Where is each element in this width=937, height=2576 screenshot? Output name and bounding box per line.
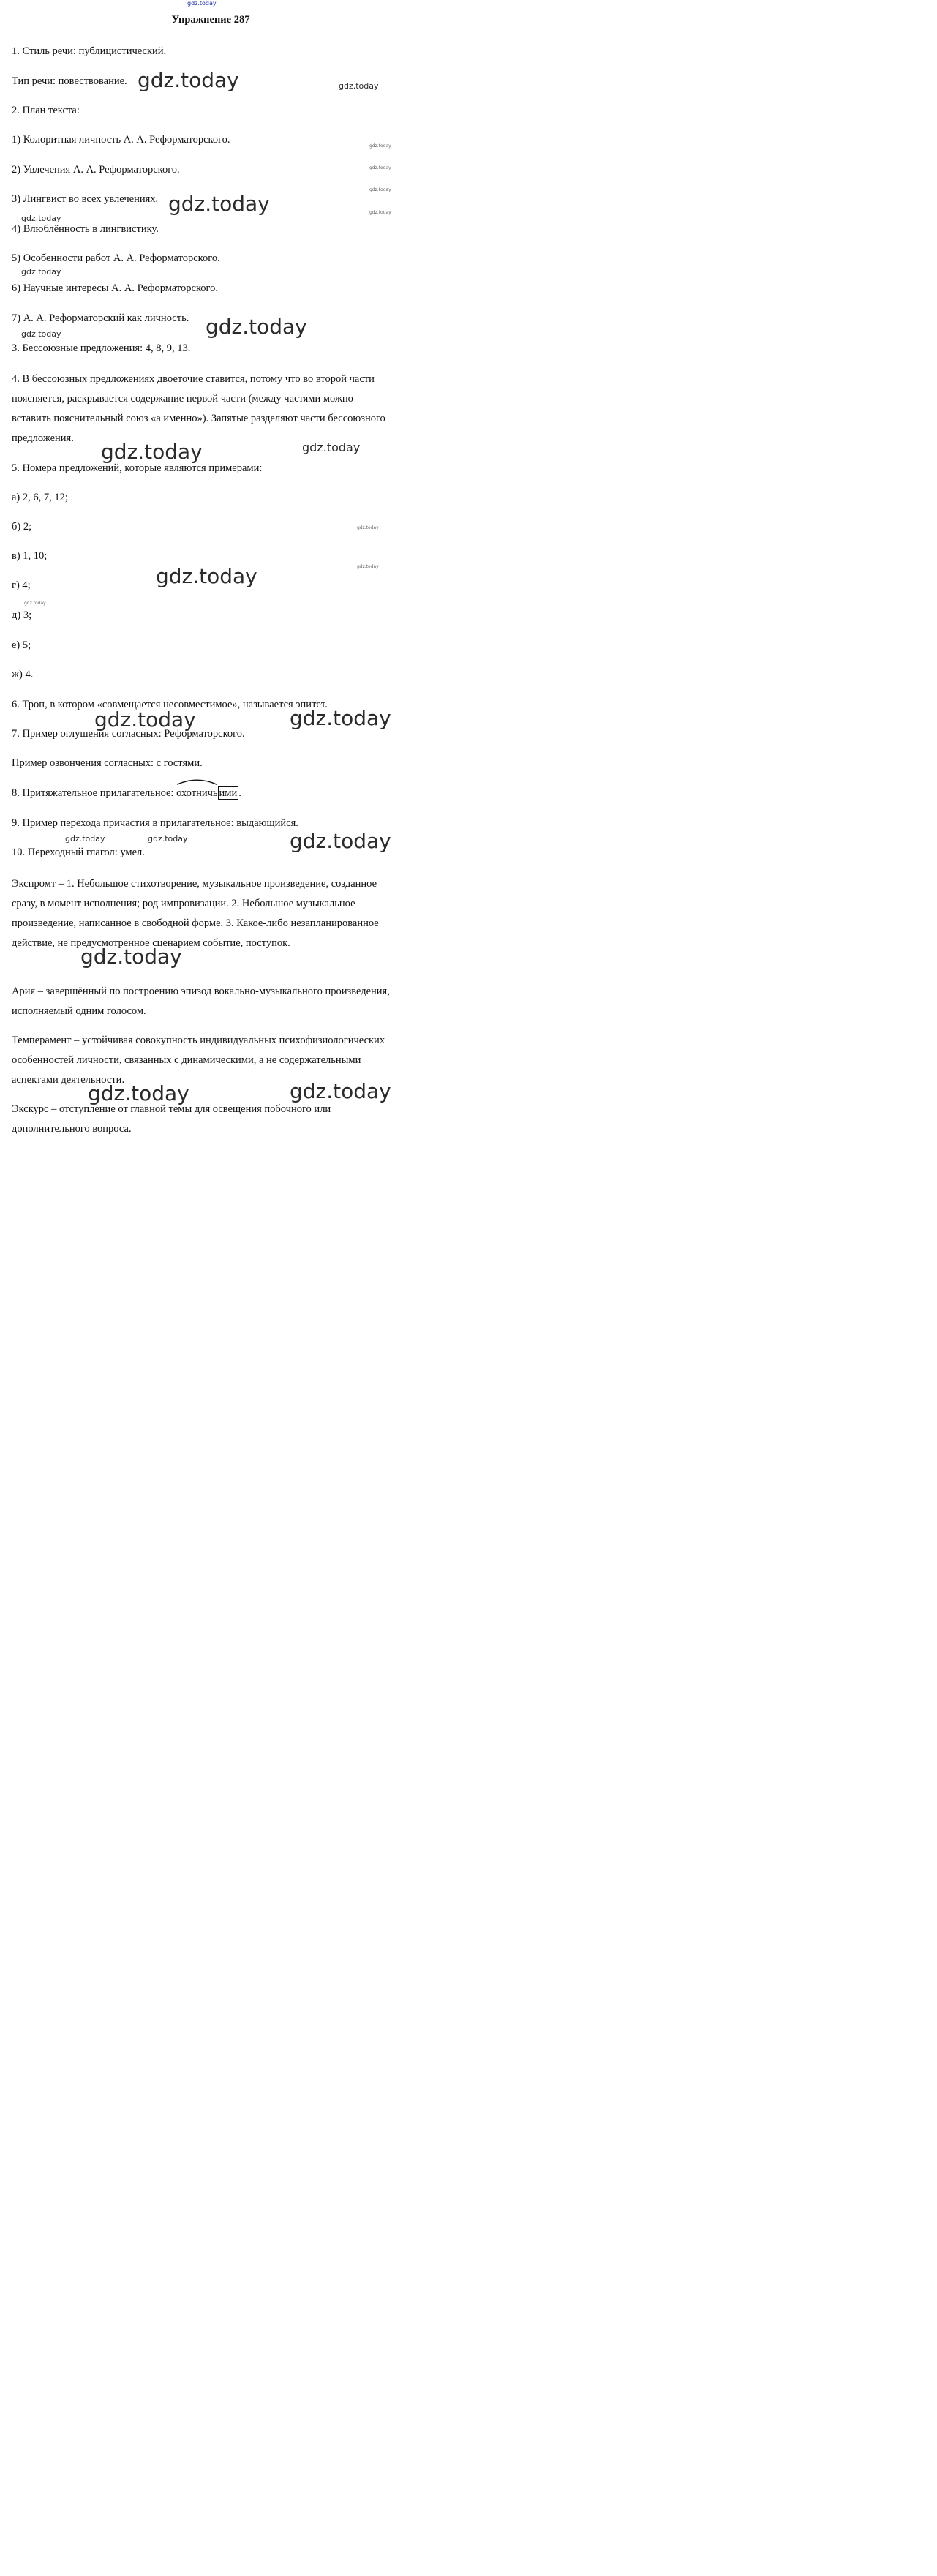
example-e: е) 5; — [12, 639, 31, 651]
answer-8-label: 8. Притяжательное прилагательное: — [12, 787, 177, 799]
watermark: gdz.today — [138, 68, 239, 92]
watermark: gdz.today — [21, 329, 61, 339]
definition-temperament: Темперамент – устойчивая совокупность индивидуальных психофизиологических особенностей личности, связанных с динамическими, а не содержательными аспектами деятельности. — [12, 1034, 385, 1086]
definition-excursus: Экскурс – отступление от главной темы для освещения побочного или дополнительного вопроса. — [12, 1103, 331, 1135]
watermark: gdz.today — [21, 214, 61, 223]
watermark: gdz.today — [148, 834, 188, 844]
plan-item-4: 4) Влюблённость в лингвистику. — [12, 223, 159, 235]
answer-4: 4. В бессоюзных предложениях двоеточие ставится, потому что во второй части поясняется, раскрывается содержание первой части (между частями можно вставить пояснительный союз «а именно»). Запятые разделяют части бессоюзного предложения. — [12, 373, 385, 444]
watermark: gdz.today — [369, 187, 391, 192]
definition-aria: Ария – завершённый по построению эпизод вокально-музыкального произведения, исполняемый одним голосом. — [12, 985, 390, 1017]
watermark: gdz.today — [94, 707, 196, 732]
answer-6: 6. Троп, в котором «совмещается несовместимое», называется эпитет. — [12, 699, 328, 710]
example-b: б) 2; — [12, 521, 32, 533]
answer-1-type: Тип речи: повествование. — [12, 75, 127, 87]
answer-3: 3. Бессоюзные предложения: 4, 8, 9, 13. — [12, 342, 191, 354]
plan-item-6: 6) Научные интересы А. А. Реформаторского. — [12, 282, 218, 294]
watermark: gdz.today — [80, 945, 182, 969]
answer-7: 7. Пример оглушения согласных: Реформаторского. — [12, 728, 245, 740]
example-zh: ж) 4. — [12, 669, 34, 680]
watermark: gdz.today — [206, 315, 307, 339]
answer-2: 2. План текста: — [12, 105, 80, 116]
example-g: г) 4; — [12, 579, 31, 591]
watermark: gdz.today — [369, 143, 391, 149]
watermark: gdz.today — [369, 210, 391, 215]
plan-item-5: 5) Особенности работ А. А. Реформаторского. — [12, 252, 220, 264]
page — [0, 0, 421, 1159]
plan-item-2: 2) Увлечения А. А. Реформаторского. — [12, 164, 180, 176]
answer-8-end: . — [238, 787, 241, 799]
root-arc-icon — [176, 779, 217, 785]
watermark: gdz.today — [357, 564, 379, 569]
page-title: Упражнение 287 — [171, 14, 250, 26]
plan-item-1: 1) Колоритная личность А. А. Реформаторского. — [12, 134, 230, 146]
definition-impromptu: Экспромт – 1. Небольшое стихотворение, музыкальное произведение, созданное сразу, в момент исполнения; род импровизации. 2. Небольшое музыкальное произведение, написанное в свободной форме. 3. Какое-либо незапланированное действие, не предусмотренное сценарием событие, поступок. — [12, 878, 379, 949]
watermark: gdz.today — [65, 834, 105, 844]
watermark: gdz.today — [339, 81, 379, 91]
watermark: gdz.today — [357, 525, 379, 530]
plan-item-7: 7) А. А. Реформаторский как личность. — [12, 312, 189, 324]
example-a: а) 2, 6, 7, 12; — [12, 492, 68, 503]
watermark: gdz.today — [21, 267, 61, 277]
watermark: gdz.today — [369, 165, 391, 170]
watermark: gdz.today — [168, 192, 270, 216]
watermark: gdz.today — [290, 1079, 391, 1103]
plan-item-3: 3) Лингвист во всех увлечениях. — [12, 193, 159, 205]
answer-7-voicing: Пример озвончения согласных: с гостями. — [12, 757, 203, 769]
answer-1: 1. Стиль речи: публицистический. — [12, 45, 167, 57]
answer-5: 5. Номера предложений, которые являются примерами: — [12, 462, 263, 474]
watermark: gdz.today — [290, 829, 391, 853]
watermark: gdz.today — [24, 601, 46, 606]
word-root: охотничь — [176, 784, 217, 803]
watermark: gdz.today — [88, 1081, 189, 1105]
watermark: gdz.today — [101, 440, 203, 464]
answer-9: 9. Пример перехода причастия в прилагательное: выдающийся. — [12, 817, 298, 829]
watermark: gdz.today — [156, 564, 257, 588]
answer-10: 10. Переходный глагол: умел. — [12, 846, 145, 858]
answer-8 — [12, 784, 392, 803]
example-d: д) 3; — [12, 609, 32, 621]
watermark: gdz.today — [187, 0, 217, 7]
example-v: в) 1, 10; — [12, 550, 48, 562]
word-ending: ими — [219, 787, 238, 799]
watermark: gdz.today — [302, 440, 361, 454]
watermark: gdz.today — [290, 706, 391, 730]
